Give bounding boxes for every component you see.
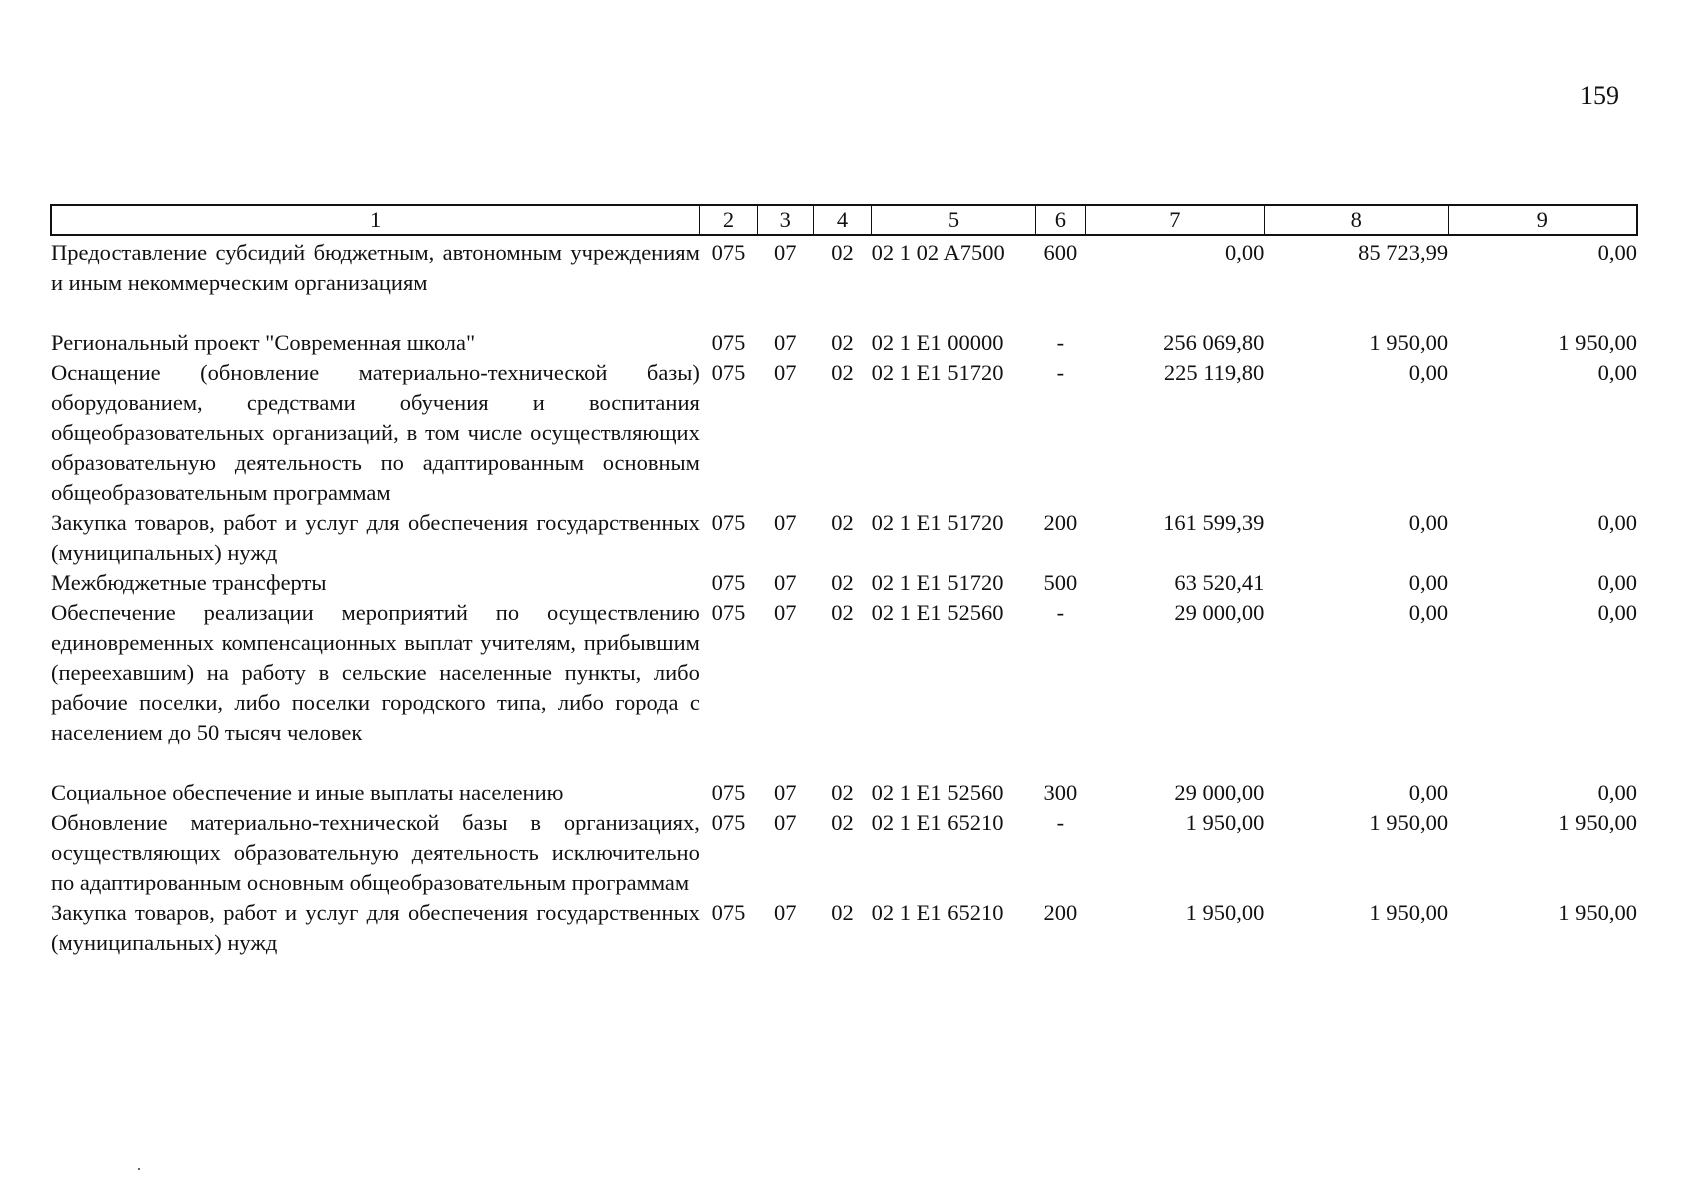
cell-ministry: 075 — [711, 780, 746, 805]
column-header: 4 — [813, 205, 871, 235]
table-row — [51, 568, 1637, 598]
column-header: 9 — [1448, 205, 1637, 235]
cell-target-article: 02 1 E1 65210 — [871, 900, 1004, 925]
table-row — [51, 358, 1637, 508]
cell-amount-1: 0,00 — [1224, 240, 1265, 265]
cell-ministry: 075 — [711, 570, 746, 595]
cell-amount-1: 1 950,00 — [1185, 900, 1265, 925]
cell-amount-2: 1 950,00 — [1369, 810, 1449, 835]
cell-amount-2: 1 950,00 — [1369, 330, 1449, 355]
cell-expense-type: 200 — [1043, 510, 1078, 535]
row-name: Обновление материально-технической базы в организациях, осуществляющих образовательную деятельность исключительно по адаптированным основным общеобразовательным программам — [51, 810, 700, 895]
cell-amount-3: 1 950,00 — [1558, 330, 1637, 355]
cell-section: 07 — [773, 330, 797, 355]
cell-ministry: 075 — [711, 330, 746, 355]
cell-section: 07 — [773, 900, 797, 925]
column-number-row — [51, 205, 1637, 235]
cell-amount-3: 0,00 — [1597, 780, 1637, 805]
cell-amount-1: 225 119,80 — [1163, 360, 1265, 385]
cell-target-article: 02 1 E1 52560 — [871, 780, 1004, 805]
cell-ministry: 075 — [711, 510, 746, 535]
cell-ministry: 075 — [711, 810, 746, 835]
cell-subsection: 02 — [831, 240, 854, 265]
row-name: Предоставление субсидий бюджетным, автономным учреждениям и иным некоммерческим организациям — [51, 240, 700, 295]
table-row — [51, 235, 1637, 328]
cell-ministry: 075 — [711, 240, 746, 265]
cell-amount-2: 0,00 — [1408, 360, 1449, 385]
cell-amount-2: 0,00 — [1408, 510, 1449, 535]
table-row — [51, 778, 1637, 808]
cell-section: 07 — [773, 360, 797, 385]
row-name: Региональный проект "Современная школа" — [51, 330, 476, 355]
cell-subsection: 02 — [831, 360, 854, 385]
cell-amount-2: 0,00 — [1408, 570, 1449, 595]
cell-amount-2: 85 723,99 — [1358, 240, 1449, 265]
cell-ministry: 075 — [711, 600, 746, 625]
row-name: Обеспечение реализации мероприятий по осуществлению единовременных компенсационных выплат учителям, прибывшим (переехавшим) на работу в сельские населенные пункты, либо рабочие поселки, либо поселки городского типа, либо города с населением до 50 тысяч человек — [51, 600, 700, 745]
cell-amount-3: 0,00 — [1597, 570, 1637, 595]
column-header: 1 — [51, 205, 700, 235]
cell-target-article: 02 1 E1 51720 — [871, 360, 1004, 385]
cell-amount-3: 0,00 — [1597, 360, 1637, 385]
cell-target-article: 02 1 E1 52560 — [871, 600, 1004, 625]
cell-amount-2: 1 950,00 — [1369, 900, 1449, 925]
cell-expense-type: - — [1056, 600, 1065, 625]
table-row — [51, 508, 1637, 568]
cell-target-article: 02 1 E1 51720 — [871, 570, 1004, 595]
column-header: 6 — [1035, 205, 1085, 235]
cell-amount-2: 0,00 — [1408, 780, 1449, 805]
column-header: 3 — [757, 205, 813, 235]
row-name: Социальное обеспечение и иные выплаты населению — [51, 780, 564, 805]
cell-subsection: 02 — [831, 900, 854, 925]
cell-subsection: 02 — [831, 600, 854, 625]
cell-amount-3: 1 950,00 — [1558, 900, 1637, 925]
cell-amount-1: 161 599,39 — [1163, 510, 1265, 535]
table-row — [51, 328, 1637, 358]
cell-amount-2: 0,00 — [1408, 600, 1449, 625]
column-header: 7 — [1086, 205, 1265, 235]
cell-expense-type: 500 — [1043, 570, 1078, 595]
cell-expense-type: - — [1056, 810, 1065, 835]
table-row — [51, 808, 1637, 898]
cell-section: 07 — [773, 600, 797, 625]
column-header: 5 — [872, 205, 1036, 235]
cell-subsection: 02 — [831, 810, 854, 835]
cell-amount-1: 1 950,00 — [1185, 810, 1265, 835]
cell-section: 07 — [773, 780, 797, 805]
budget-table — [50, 204, 1638, 958]
cell-amount-3: 0,00 — [1597, 600, 1637, 625]
cell-ministry: 075 — [711, 360, 746, 385]
cell-target-article: 02 1 E1 65210 — [871, 810, 1004, 835]
cell-subsection: 02 — [831, 570, 854, 595]
cell-target-article: 02 1 02 A7500 — [871, 240, 1005, 265]
cell-amount-3: 1 950,00 — [1558, 810, 1637, 835]
cell-amount-3: 0,00 — [1597, 240, 1637, 265]
cell-ministry: 075 — [711, 900, 746, 925]
row-name: Закупка товаров, работ и услуг для обеспечения государственных (муниципальных) нужд — [51, 900, 700, 955]
cell-expense-type: 200 — [1043, 900, 1078, 925]
cell-subsection: 02 — [831, 780, 854, 805]
cell-target-article: 02 1 E1 00000 — [871, 330, 1004, 355]
table-row — [51, 598, 1637, 778]
cell-section: 07 — [773, 240, 797, 265]
cell-expense-type: - — [1056, 330, 1065, 355]
cell-expense-type: 300 — [1043, 780, 1078, 805]
table-row — [51, 898, 1637, 958]
scan-speck — [138, 1168, 140, 1170]
row-name: Оснащение (обновление материально-технической базы) оборудованием, средствами обучения и воспитания общеобразовательных организаций, в том числе осуществляющих образовательную деятельность по адаптированным основным общеобразовательным программам — [51, 360, 700, 505]
cell-subsection: 02 — [831, 510, 854, 535]
cell-amount-1: 63 520,41 — [1174, 570, 1265, 595]
cell-section: 07 — [773, 570, 797, 595]
cell-target-article: 02 1 E1 51720 — [871, 510, 1004, 535]
cell-expense-type: 600 — [1043, 240, 1078, 265]
cell-subsection: 02 — [831, 330, 854, 355]
page-number: 159 — [1580, 81, 1619, 110]
row-name: Межбюджетные трансферты — [51, 570, 327, 595]
cell-expense-type: - — [1056, 360, 1065, 385]
column-header: 8 — [1264, 205, 1448, 235]
row-name: Закупка товаров, работ и услуг для обеспечения государственных (муниципальных) нужд — [51, 510, 700, 565]
cell-section: 07 — [773, 510, 797, 535]
cell-amount-1: 256 069,80 — [1163, 330, 1265, 355]
cell-amount-1: 29 000,00 — [1174, 780, 1265, 805]
column-header: 2 — [700, 205, 757, 235]
cell-section: 07 — [773, 810, 797, 835]
cell-amount-1: 29 000,00 — [1174, 600, 1265, 625]
cell-amount-3: 0,00 — [1597, 510, 1637, 535]
